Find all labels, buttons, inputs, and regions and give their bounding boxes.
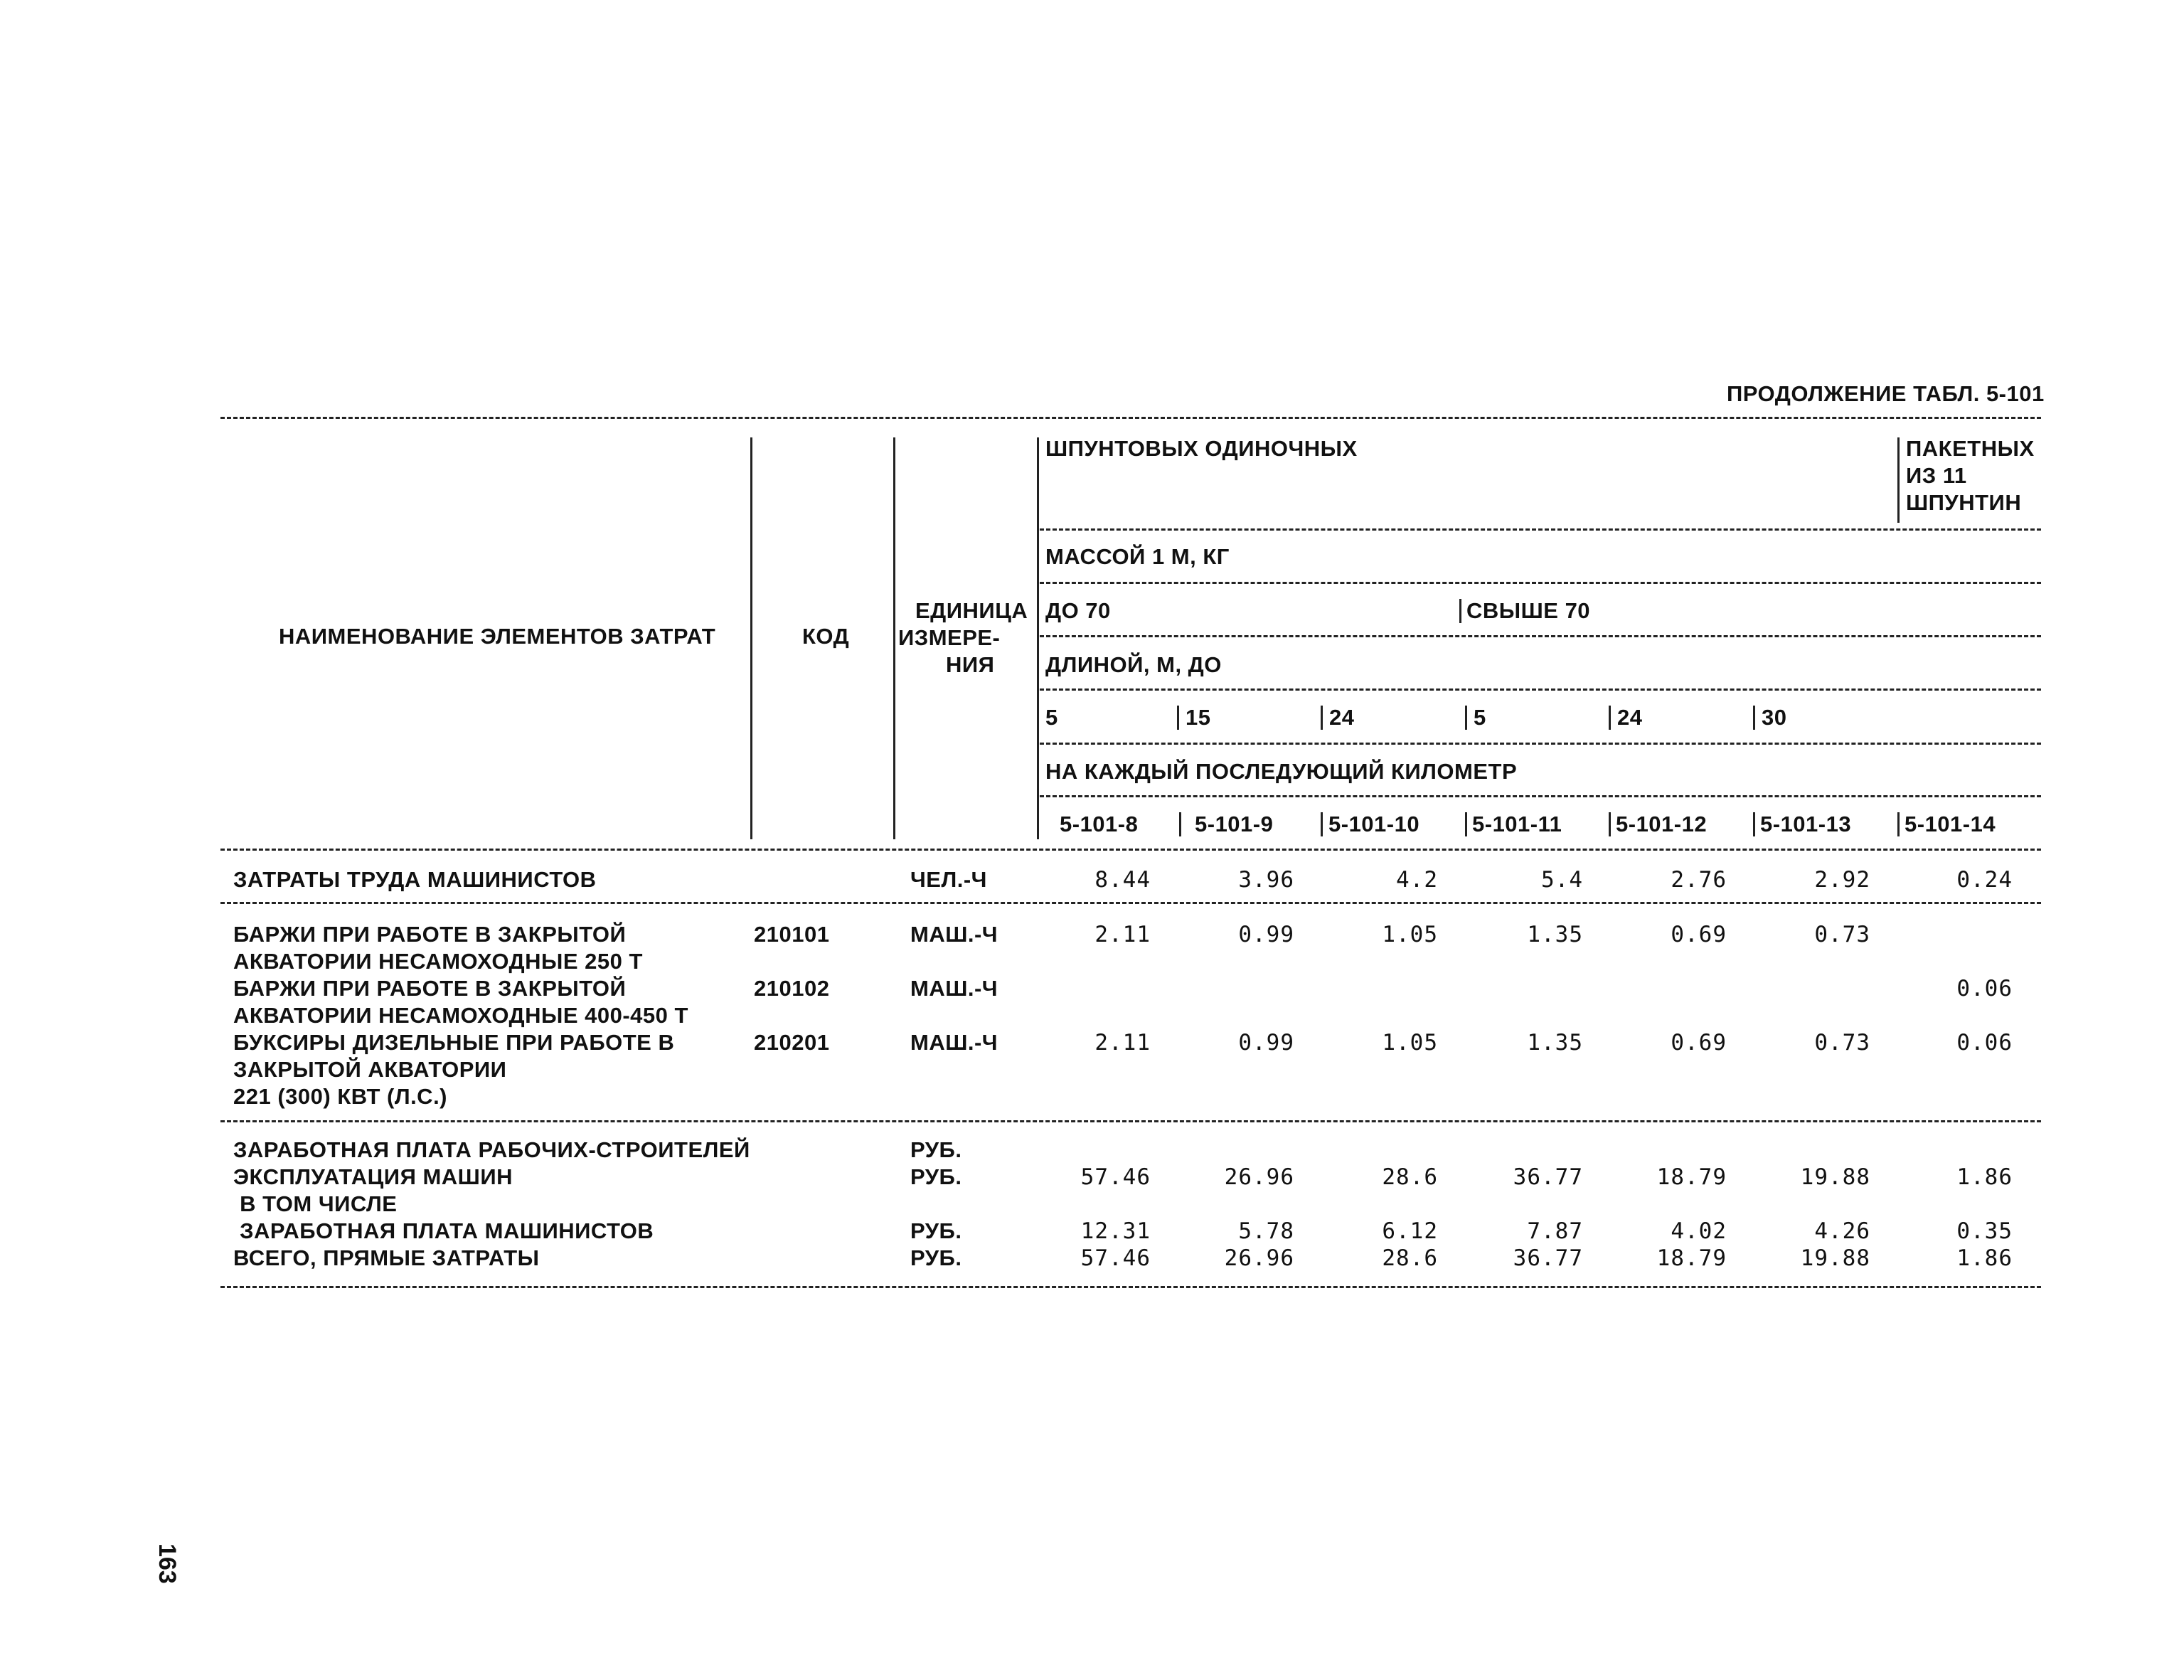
- row-name-line: ЗАРАБОТНАЯ ПЛАТА РАБОЧИХ-СТРОИТЕЛЕЙ: [233, 1137, 750, 1162]
- row-value: 2.11: [1094, 1030, 1151, 1056]
- header-separator-name-code: [750, 437, 752, 839]
- section-rule: [220, 1120, 2041, 1122]
- row-value: 1.86: [1956, 1245, 2013, 1271]
- row-unit: МАШ.-Ч: [910, 922, 998, 947]
- section-rule: [220, 902, 2041, 904]
- row-value: 3.96: [1238, 867, 1294, 893]
- header-length-separator-4: [1465, 706, 1467, 730]
- row-value: 26.96: [1224, 1245, 1294, 1271]
- header-separator-code-unit: [893, 437, 895, 839]
- row-value: 1.05: [1382, 922, 1438, 947]
- row-value: 0.69: [1671, 1030, 1727, 1056]
- code-separator-6: [1753, 812, 1755, 836]
- table-caption: ПРОДОЛЖЕНИЕ ТАБЛ. 5-101: [1727, 381, 2045, 406]
- header-length-5: 24: [1617, 705, 1643, 730]
- row-unit: ЧЕЛ.-Ч: [910, 867, 987, 892]
- header-length-3: 24: [1329, 705, 1355, 730]
- row-value: 12.31: [1080, 1218, 1151, 1244]
- header-rule-4: [1040, 689, 2041, 691]
- row-value: 18.79: [1656, 1164, 1727, 1190]
- row-unit: РУБ.: [910, 1137, 962, 1162]
- row-value: 0.73: [1814, 1030, 1870, 1056]
- header-unit-line-2: ИЗМЕРЕ-: [898, 625, 1001, 650]
- column-code-5-101-14: 5-101-14: [1905, 812, 1996, 836]
- header-length-label: ДЛИНОЙ, М, ДО: [1045, 652, 1222, 677]
- row-name-line: БАРЖИ ПРИ РАБОТЕ В ЗАКРЫТОЙ: [233, 976, 627, 1001]
- row-name-line: В ТОМ ЧИСЛЕ: [233, 1191, 398, 1216]
- row-code: 210102: [754, 976, 830, 1001]
- row-name-line: БАРЖИ ПРИ РАБОТЕ В ЗАКРЫТОЙ: [233, 922, 627, 947]
- row-value: 26.96: [1224, 1164, 1294, 1190]
- row-unit: РУБ.: [910, 1164, 962, 1189]
- header-group-packet-line-1: ПАКЕТНЫХ: [1906, 436, 2035, 461]
- header-length-separator-2: [1177, 706, 1179, 730]
- row-value: 0.24: [1956, 867, 2013, 893]
- header-length-4: 5: [1474, 705, 1486, 730]
- header-length-2: 15: [1186, 705, 1211, 730]
- row-value: 5.78: [1238, 1218, 1294, 1244]
- header-length-separator-6: [1753, 706, 1755, 730]
- row-name-line: АКВАТОРИИ НЕСАМОХОДНЫЕ 400-450 Т: [233, 1003, 688, 1028]
- header-mass-up-to-70: ДО 70: [1045, 598, 1111, 623]
- header-separator-packet: [1897, 437, 1900, 523]
- code-separator-4: [1465, 812, 1467, 836]
- row-value: 36.77: [1513, 1245, 1583, 1271]
- header-separator-mass: [1459, 599, 1461, 623]
- header-mass-label: МАССОЙ 1 М, КГ: [1045, 544, 1230, 569]
- header-unit-line-3: НИЯ: [946, 652, 995, 677]
- code-separator-2: [1179, 812, 1181, 836]
- header-group-packet-line-3: ШПУНТИН: [1906, 490, 2022, 515]
- column-code-5-101-13: 5-101-13: [1760, 812, 1852, 836]
- row-value: 4.02: [1671, 1218, 1727, 1244]
- rule-header-bottom: [220, 849, 2041, 851]
- row-value: 1.35: [1527, 922, 1583, 947]
- header-length-separator-5: [1609, 706, 1611, 730]
- row-code: 210101: [754, 922, 830, 947]
- row-value: 2.11: [1094, 922, 1151, 947]
- header-code-column: КОД: [802, 624, 850, 649]
- row-value: 0.99: [1238, 922, 1294, 947]
- header-unit-line-1: ЕДИНИЦА: [915, 598, 1028, 623]
- row-value: 4.2: [1396, 867, 1438, 893]
- row-name-line: ЗАТРАТЫ ТРУДА МАШИНИСТОВ: [233, 867, 597, 892]
- row-value: 0.73: [1814, 922, 1870, 947]
- header-rule-1: [1040, 528, 2041, 531]
- row-unit: РУБ.: [910, 1245, 962, 1270]
- row-name-line: БУКСИРЫ ДИЗЕЛЬНЫЕ ПРИ РАБОТЕ В: [233, 1030, 675, 1055]
- header-separator-unit-values: [1037, 437, 1039, 839]
- row-value: 57.46: [1080, 1164, 1151, 1190]
- header-length-1: 5: [1045, 705, 1058, 730]
- row-value: 1.05: [1382, 1030, 1438, 1056]
- header-rule-6: [1040, 795, 2041, 797]
- header-rule-5: [1040, 743, 2041, 745]
- row-name-line: ВСЕГО, ПРЯМЫЕ ЗАТРАТЫ: [233, 1245, 540, 1270]
- row-value: 1.35: [1527, 1030, 1583, 1056]
- header-rule-3: [1040, 635, 2041, 637]
- row-value: 0.06: [1956, 976, 2013, 1001]
- column-code-5-101-8: 5-101-8: [1060, 812, 1139, 836]
- code-separator-5: [1609, 812, 1611, 836]
- rule-top: [220, 417, 2041, 419]
- row-name-line: 221 (300) КВТ (Л.С.): [233, 1084, 448, 1109]
- row-name-line: ЗАКРЫТОЙ АКВАТОРИИ: [233, 1057, 507, 1082]
- header-group-packet-line-2: ИЗ 11: [1906, 463, 1967, 488]
- column-code-5-101-12: 5-101-12: [1616, 812, 1708, 836]
- row-value: 4.26: [1814, 1218, 1870, 1244]
- row-unit: МАШ.-Ч: [910, 1030, 998, 1055]
- header-length-6: 30: [1762, 705, 1787, 730]
- header-name-column: НАИМЕНОВАНИЕ ЭЛЕМЕНТОВ ЗАТРАТ: [279, 624, 716, 649]
- column-code-5-101-10: 5-101-10: [1328, 812, 1420, 836]
- header-group-single-sheet-piles: ШПУНТОВЫХ ОДИНОЧНЫХ: [1045, 436, 1358, 461]
- row-unit: МАШ.-Ч: [910, 976, 998, 1001]
- column-code-5-101-9: 5-101-9: [1195, 812, 1274, 836]
- row-value: 7.87: [1527, 1218, 1583, 1244]
- row-value: 2.76: [1671, 867, 1727, 893]
- row-name-line: ЭКСПЛУАТАЦИЯ МАШИН: [233, 1164, 513, 1189]
- row-value: 57.46: [1080, 1245, 1151, 1271]
- row-value: 19.88: [1800, 1245, 1870, 1271]
- row-unit: РУБ.: [910, 1218, 962, 1243]
- row-value: 5.4: [1541, 867, 1583, 893]
- row-value: 19.88: [1800, 1164, 1870, 1190]
- column-code-5-101-11: 5-101-11: [1472, 812, 1562, 836]
- code-separator-3: [1321, 812, 1323, 836]
- row-code: 210201: [754, 1030, 830, 1055]
- row-value: 1.86: [1956, 1164, 2013, 1190]
- header-mass-over-70: СВЫШЕ 70: [1466, 598, 1591, 623]
- row-value: 18.79: [1656, 1245, 1727, 1271]
- row-name-line: АКВАТОРИИ НЕСАМОХОДНЫЕ 250 Т: [233, 949, 643, 974]
- row-value: 8.44: [1094, 867, 1151, 893]
- header-per-km-label: НА КАЖДЫЙ ПОСЛЕДУЮЩИЙ КИЛОМЕТР: [1045, 759, 1518, 784]
- row-name-line: ЗАРАБОТНАЯ ПЛАТА МАШИНИСТОВ: [233, 1218, 654, 1243]
- header-length-separator-3: [1321, 706, 1323, 730]
- code-separator-7: [1897, 812, 1900, 836]
- row-value: 28.6: [1382, 1164, 1438, 1190]
- header-rule-2: [1040, 582, 2041, 584]
- row-value: 6.12: [1382, 1218, 1438, 1244]
- row-value: 0.69: [1671, 922, 1727, 947]
- row-value: 0.06: [1956, 1030, 2013, 1056]
- row-value: 2.92: [1814, 867, 1870, 893]
- section-rule: [220, 1286, 2041, 1288]
- page-number: 163: [154, 1543, 181, 1584]
- row-value: 0.35: [1956, 1218, 2013, 1244]
- row-value: 28.6: [1382, 1245, 1438, 1271]
- row-value: 0.99: [1238, 1030, 1294, 1056]
- row-value: 36.77: [1513, 1164, 1583, 1190]
